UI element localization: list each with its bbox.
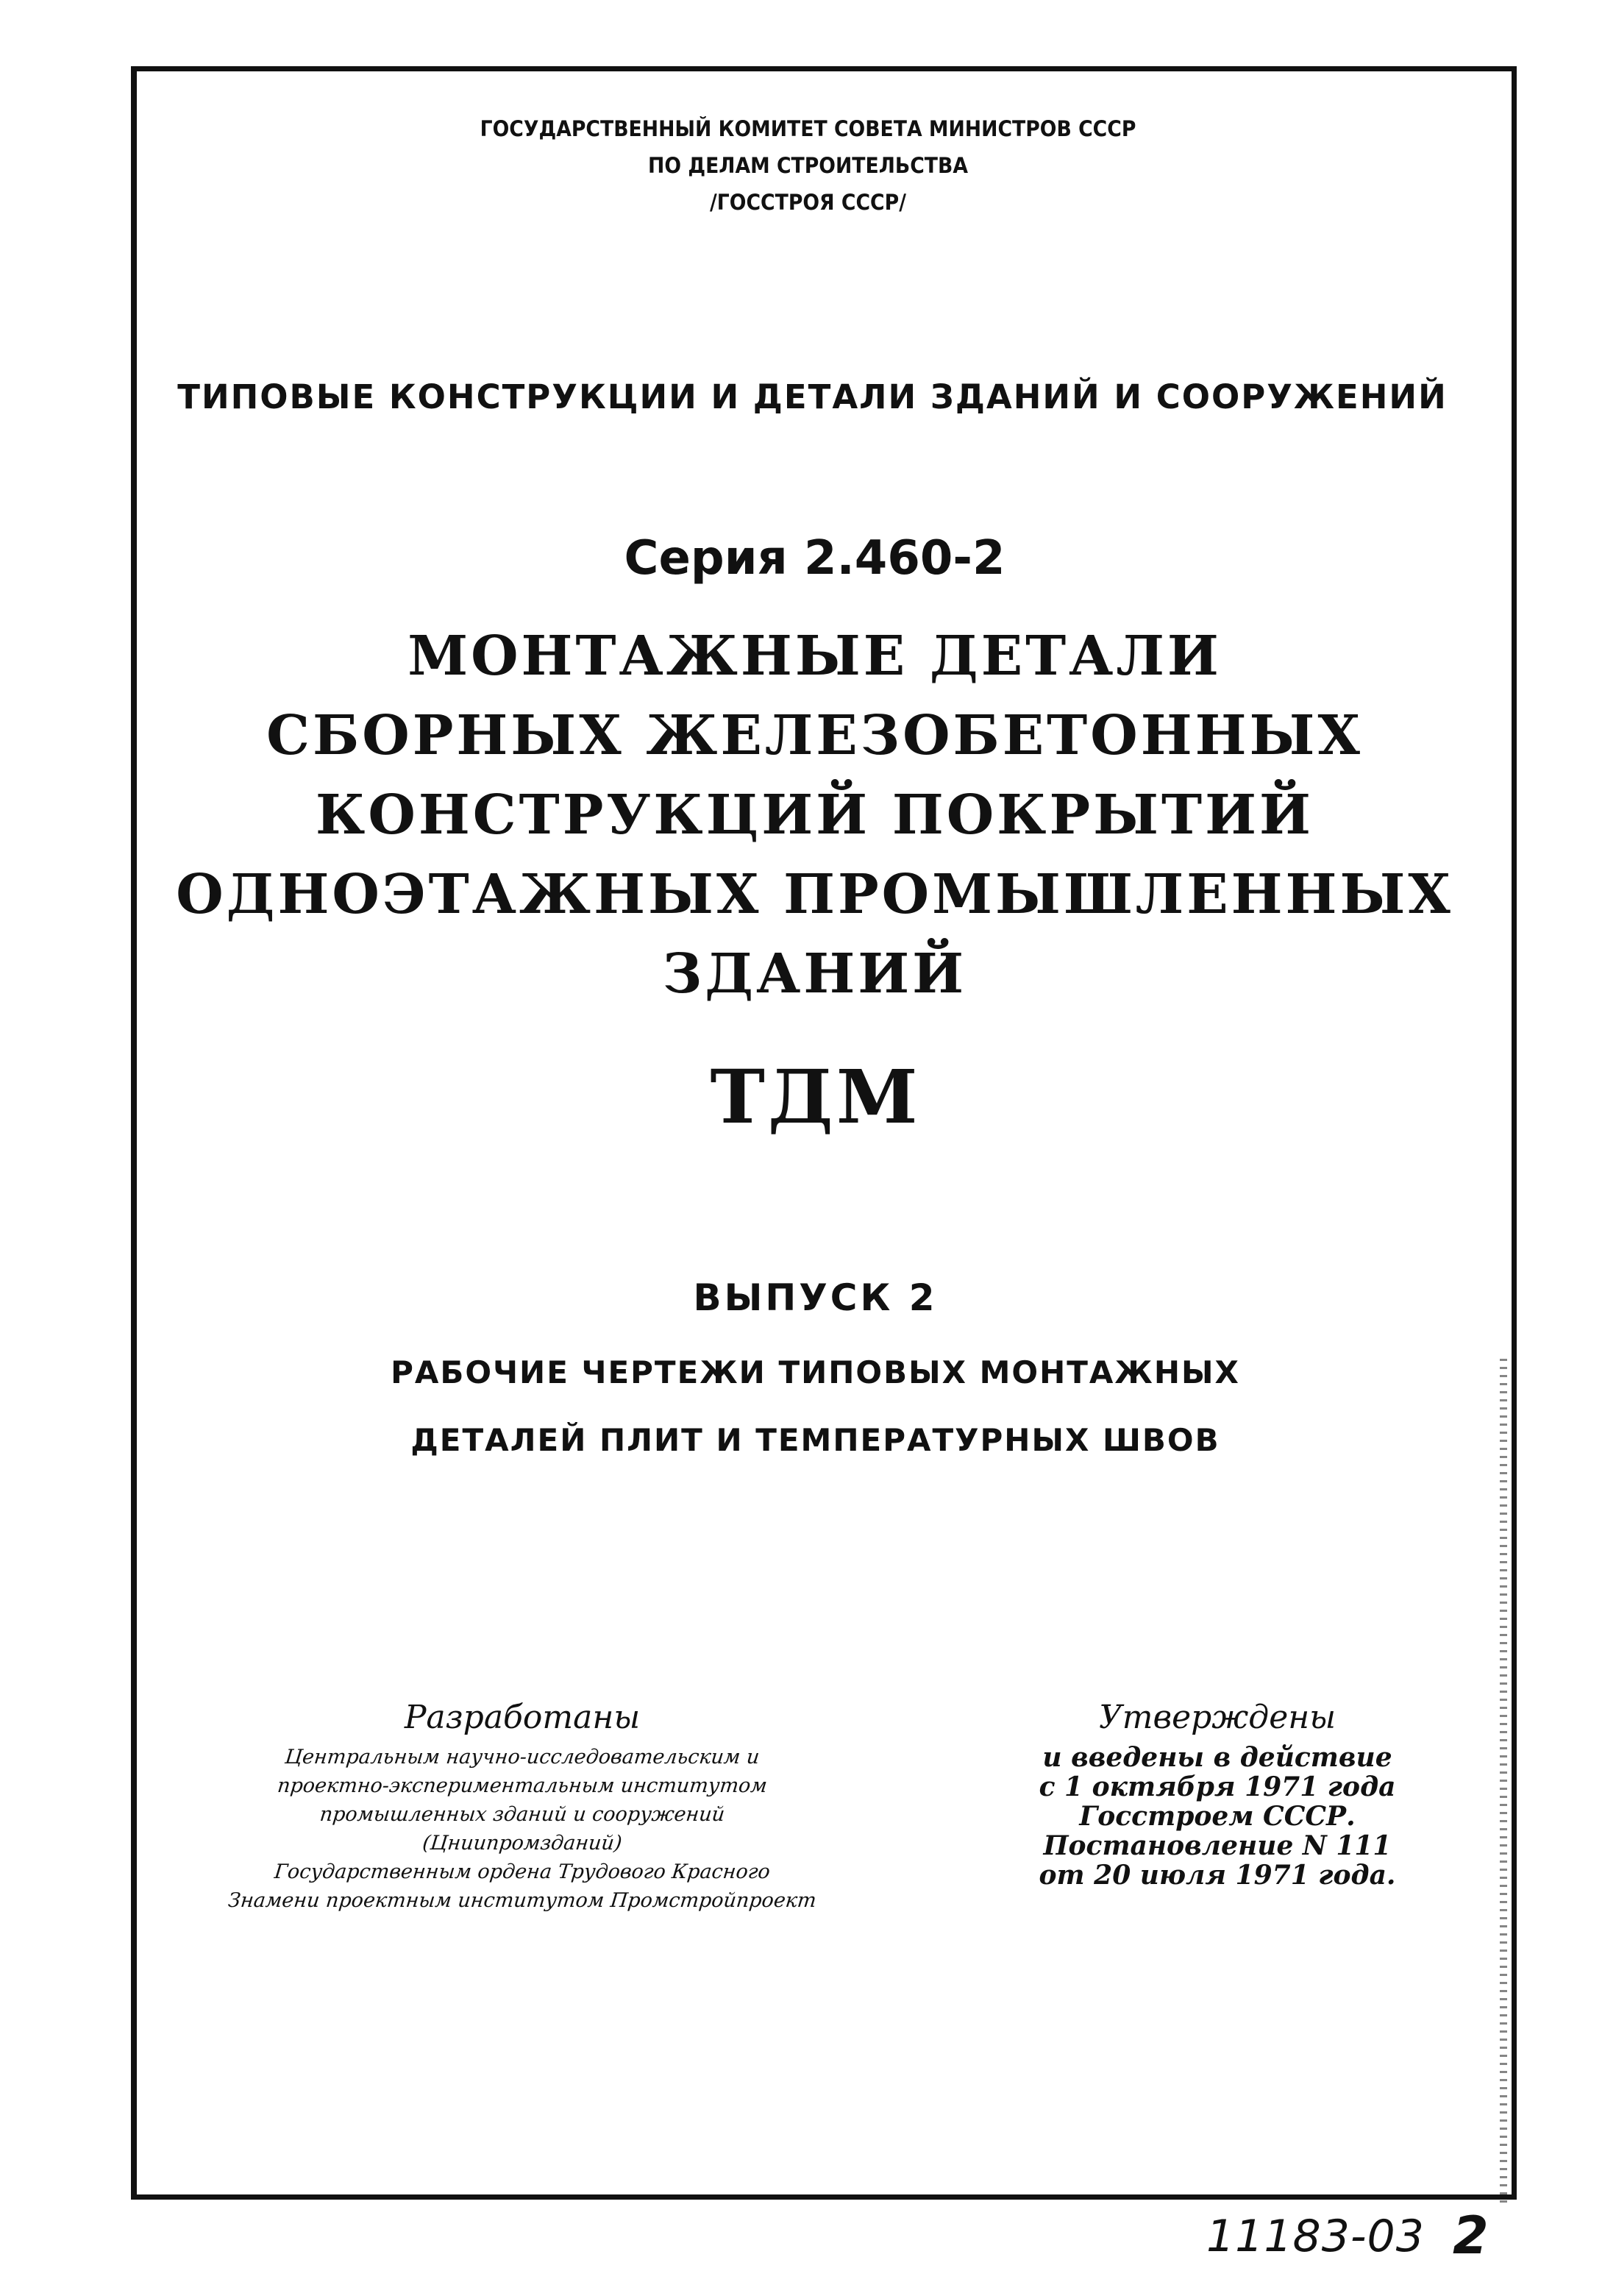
developed-line: проектно-экспериментальным институтом (276, 1774, 769, 1797)
approved-line: и введены в действие (1042, 1742, 1392, 1773)
approved-line: от 20 июля 1971 года. (1039, 1860, 1396, 1891)
page-number: 2 (1453, 2206, 1489, 2266)
series-heading (0, 531, 1616, 586)
issue-heading (0, 1276, 1616, 1319)
developed-line: Знамени проектным институтом Промстройпроект (227, 1889, 818, 1912)
subject-text: ТИПОВЫЕ КОНСТРУКЦИИ И ДЕТАЛИ ЗДАНИЙ И СООРУЖЕНИЙ (177, 377, 1448, 416)
approved-line: с 1 октября 1971 года (1039, 1771, 1396, 1802)
issue-description-line: ДЕТАЛЕЙ ПЛИТ И ТЕМПЕРАТУРНЫХ ШВОВ (410, 1422, 1220, 1458)
scan-edge-marks (1500, 1359, 1507, 2205)
code-text: ТДМ (710, 1053, 921, 1140)
approved-line: Постановление N 111 (1043, 1830, 1392, 1861)
developed-line: (Цниипромзданий) (421, 1832, 624, 1855)
org-line: ПО ДЕЛАМ СТРОИТЕЛЬСТВА (648, 153, 968, 178)
title-line: ЗДАНИЙ (662, 942, 967, 1006)
series-text: Серия 2.460-2 (624, 531, 1005, 586)
approved-heading: Утверждены (1098, 1699, 1336, 1736)
developed-heading: Разработаны (404, 1699, 641, 1736)
title-line: МОНТАЖНЫЕ ДЕТАЛИ (407, 625, 1222, 688)
organization-header (0, 110, 1616, 221)
approved-by-block (993, 1696, 1442, 1890)
issue-description-line: РАБОЧИЕ ЧЕРТЕЖИ ТИПОВЫХ МОНТАЖНЫХ (391, 1354, 1240, 1390)
approved-line: Госстроем СССР. (1079, 1801, 1356, 1832)
issue-description (0, 1339, 1616, 1474)
subject-heading (0, 377, 1616, 416)
issue-label: ВЫПУСК 2 (693, 1276, 938, 1319)
title-line: ОДНОЭТАЖНЫХ ПРОМЫШЛЕННЫХ (176, 863, 1453, 926)
developed-line: Государственным ордена Трудового Красного (273, 1860, 772, 1883)
developed-line: промышленных зданий и сооружений (318, 1803, 726, 1826)
title-line: СБОРНЫХ ЖЕЛЕЗОБЕТОННЫХ (266, 704, 1363, 767)
document-title (0, 616, 1616, 1014)
org-line: /ГОССТРОЯ СССР/ (710, 190, 906, 215)
title-line: КОНСТРУКЦИЙ ПОКРЫТИЙ (316, 783, 1314, 847)
developed-by-block (221, 1696, 824, 1915)
code-heading (0, 1053, 1616, 1140)
developed-line: Центральным научно-исследовательским и (283, 1746, 761, 1769)
org-line: ГОСУДАРСТВЕННЫЙ КОМИТЕТ СОВЕТА МИНИСТРОВ СССР (480, 116, 1136, 141)
document-number: 11183-03 (1206, 2211, 1425, 2262)
